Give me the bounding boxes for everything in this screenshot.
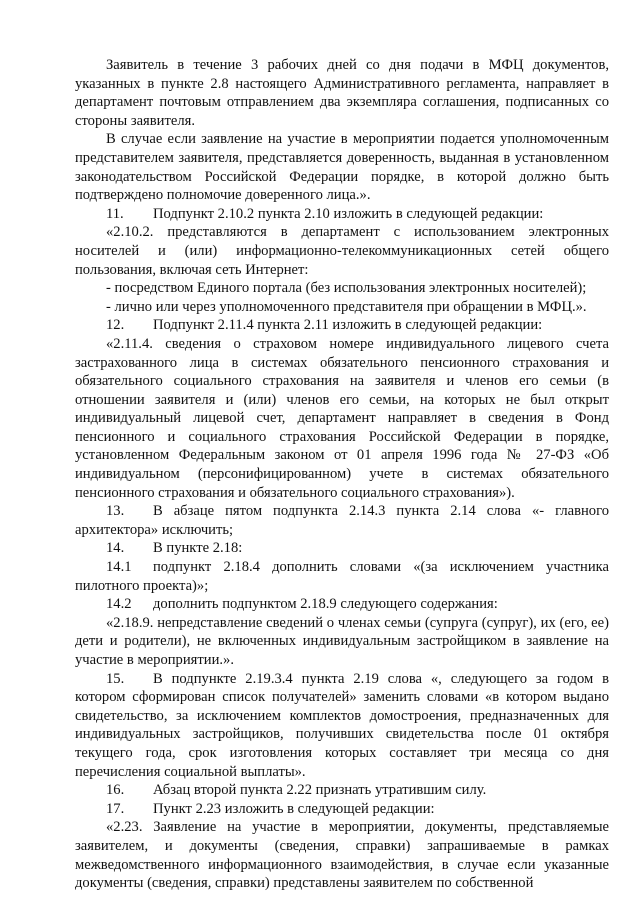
item-text: В пункте 2.18: [153, 540, 243, 557]
item-11 [75, 205, 609, 224]
item-number: 16. [106, 782, 125, 799]
item-17 [75, 800, 609, 819]
paragraph-2-11-4: «2.11.4. сведения о страховом номере индивидуального лицевого счета застрахованного лица в системах обязательного пенсионного страхования и обязательного социального страхования на заявителя и членов его семьи (в отношении заявителя и (или) членов его семьи, на которых не был открыт индивидуальный лицевой счет, департамент направляет в сведения в Фонд пенсионного и социального страхования Российской Федерации в порядке, установленном Федеральным законом от 01 апреля 1996 года № 27-ФЗ «Об индивидуальном (персонифицированном) учете в системах обязательного пенсионного страхования и обязательного социального страхования»). [75, 335, 609, 501]
item-number: 15. [106, 670, 125, 687]
item-number: 14. [106, 540, 125, 557]
item-text: подпункт 2.18.4 дополнить словами «(за исключением участника пилотного проекта)»; [75, 559, 609, 594]
item-text: Подпункт 2.11.4 пункта 2.11 изложить в следующей редакции: [153, 317, 543, 334]
item-15 [75, 670, 609, 782]
paragraph-2-18-9: «2.18.9. непредставление сведений о членах семьи (супруга (супруг), их (его, ее) дети и родители), не включенных индивидуальным застройщиком в заявление на участие в мероприятии.». [75, 614, 609, 668]
item-text: дополнить подпунктом 2.18.9 следующего содержания: [153, 596, 498, 613]
paragraph-representative: В случае если заявление на участие в мероприятии подается уполномоченным представителем заявителя, представляется доверенность, выданная в установленном законодательством Российской Федерации порядке, в которой должно быть подтверждено полномочие доверенного лица.». [75, 131, 609, 204]
item-16 [75, 781, 609, 800]
paragraph-2-23: «2.23. Заявление на участие в мероприятии, документы, представляемые заявителем, и документы (сведения, справки) запрашиваемые в рамках межведомственного информационного взаимодействия, в случае если указанные документы (сведения, справки) представлены заявителем по собственной [75, 819, 609, 892]
item-number: 14.1 [106, 559, 132, 576]
item-text: Подпункт 2.10.2 пункта 2.10 изложить в следующей редакции: [153, 205, 544, 222]
item-number: 17. [106, 800, 125, 817]
paragraph-applicant-deadline: Заявитель в течение 3 рабочих дней со дня подачи в МФЦ документов, указанных в пункте 2.8 настоящего Административного регламента, направляет в департамент почтовым отправлением два экземпляра соглашения, подписанных со стороны заявителя. [75, 57, 609, 129]
item-number: 14.2 [106, 596, 132, 613]
item-13 [75, 502, 609, 539]
list-item-mfc: - лично или через уполномоченного представителя при обращении в МФЦ.». [106, 298, 587, 315]
item-text: Абзац второй пункта 2.22 признать утратившим силу. [153, 782, 487, 799]
item-text: В абзаце пятом подпункта 2.14.3 пункта 2.14 слова «- главного архитектора» исключить; [75, 503, 609, 538]
item-14 [75, 539, 609, 558]
list-item-portal: - посредством Единого портала (без использования электронных носителей); [106, 280, 587, 297]
item-number: 11. [106, 205, 124, 222]
item-text: В подпункте 2.19.3.4 пункта 2.19 слова «, следующего за годом в котором сформирован список получателей» заменить словами «в котором выдано свидетельство, за исключением комплектов домостроения, предназначенных для индивидуальных застройщиков, получивших свидетельства после 01 октября текущего года, срок изготовления которых составляет три месяца со дня перечисления социальной выплаты». [75, 670, 609, 780]
item-text: Пункт 2.23 изложить в следующей редакции: [153, 800, 435, 817]
item-14-2 [75, 595, 609, 614]
item-number: 13. [106, 503, 125, 520]
item-number: 12. [106, 317, 125, 334]
paragraph-2-10-2: «2.10.2. представляются в департамент с использованием электронных носителей и (или) информационно-телекоммуникационных сетей общего пользования, включая сеть Интернет: [75, 224, 609, 278]
item-14-1 [75, 558, 609, 595]
item-12 [75, 316, 609, 335]
